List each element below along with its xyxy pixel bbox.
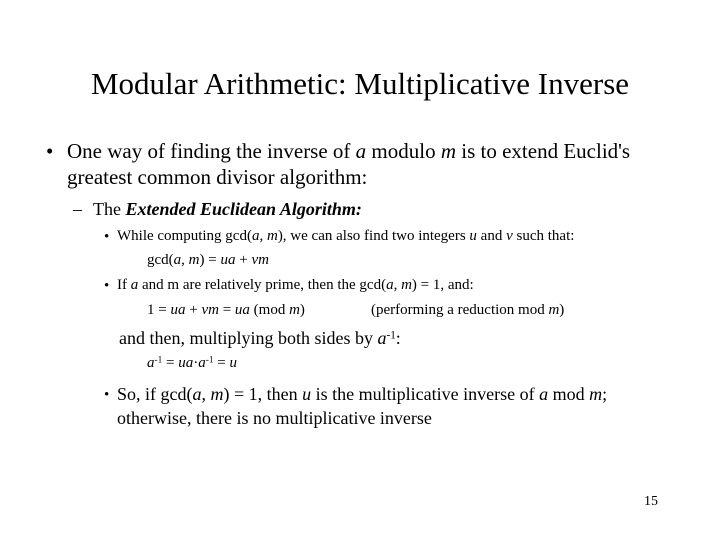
- bullet-marker: •: [104, 278, 110, 294]
- page-number: 15: [644, 494, 658, 509]
- equation: gcd(a, m) = ua + vm: [147, 252, 269, 268]
- bullet-text-continued: otherwise, there is no multiplicative inverse: [117, 408, 432, 428]
- bullet-marker: •: [104, 387, 110, 403]
- bullet-text: While computing gcd(a, m), we can also find two integers u and v such that:: [117, 228, 575, 244]
- bullet-text: So, if gcd(a, m) = 1, then u is the multiplicative inverse of a mod m;: [117, 384, 608, 404]
- slide-title: Modular Arithmetic: Multiplicative Inverse: [90, 66, 630, 101]
- equation: 1 = ua + vm = ua (mod m): [147, 302, 305, 318]
- bullet-marker: •: [46, 139, 54, 163]
- dash-marker: –: [73, 199, 82, 219]
- equation-note: (performing a reduction mod m): [371, 302, 565, 318]
- bullet-text: One way of finding the inverse of a modulo m is to extend Euclid's: [67, 139, 631, 163]
- bullet-text: If a and m are relatively prime, then the gcd(a, m) = 1, and:: [117, 277, 474, 293]
- bullet-marker: •: [104, 229, 110, 245]
- equation: $a^{-1} = ua\cdot a^{-1} = u$: [147, 355, 237, 371]
- bullet-text-continued: greatest common divisor algorithm:: [67, 165, 368, 189]
- subheading: The Extended Euclidean Algorithm:: [93, 199, 362, 219]
- text-line: and then, multiplying both sides by $a^{-1}$:: [119, 328, 401, 348]
